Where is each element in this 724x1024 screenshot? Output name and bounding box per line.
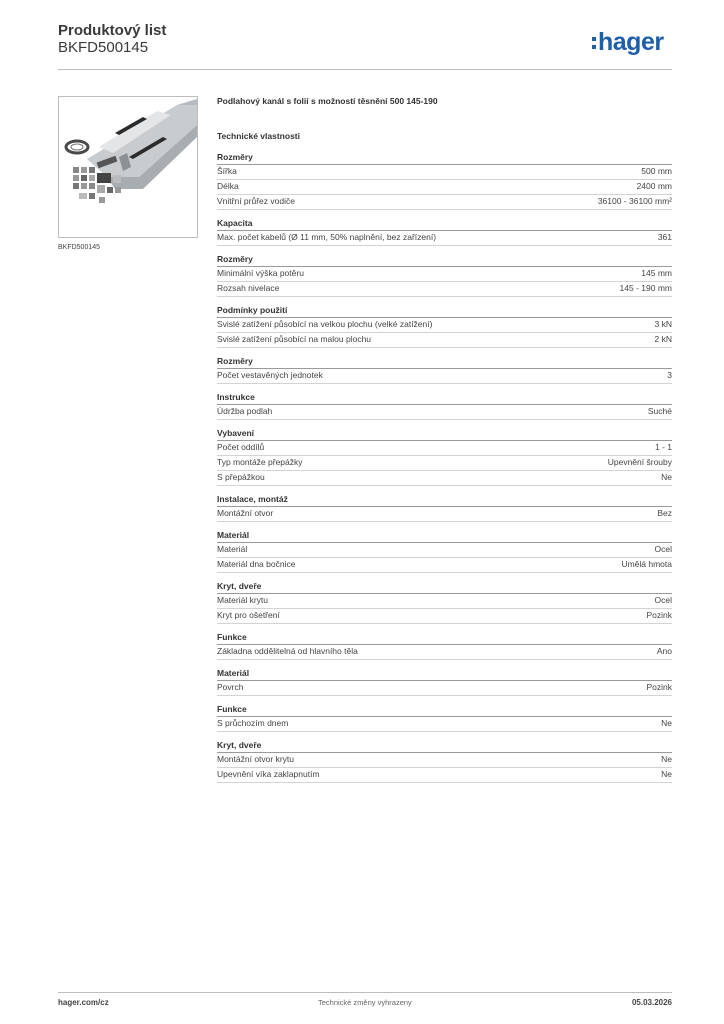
header-rule xyxy=(58,69,672,70)
footer-website: hager.com/cz xyxy=(58,998,109,1007)
spec-row xyxy=(217,753,672,768)
spec-row xyxy=(217,441,672,456)
spec-row xyxy=(217,180,672,195)
spec-section xyxy=(217,704,672,732)
spec-section-title: Rozměry xyxy=(217,152,672,165)
spec-value: Ocel xyxy=(654,595,672,605)
spec-label: Základna oddělitelná od hlavního těla xyxy=(217,646,358,656)
spec-label: Max. počet kabelů (Ø 11 mm, 50% naplnění, bez zařízení) xyxy=(217,232,437,242)
spec-row xyxy=(217,768,672,783)
spec-row xyxy=(217,267,672,282)
spec-value: 36100 - 36100 mm² xyxy=(597,196,672,206)
spec-label: Kryt pro ošetření xyxy=(217,610,280,620)
spec-value: Pozink xyxy=(646,610,672,620)
spec-label: Počet vestavěných jednotek xyxy=(217,370,323,380)
spec-value: Bez xyxy=(657,508,672,518)
spec-label: Materiál xyxy=(217,544,248,554)
spec-value: 1 - 1 xyxy=(654,442,672,452)
spec-section xyxy=(217,632,672,660)
spec-section-title: Kryt, dveře xyxy=(217,740,672,753)
footer-date: 05.03.2026 xyxy=(631,998,672,1007)
spec-value: Pozink xyxy=(646,682,672,692)
spec-section xyxy=(217,581,672,624)
footer-note: Technické změny vyhrazeny xyxy=(318,998,412,1007)
logo-dot-icon xyxy=(592,37,596,49)
spec-section xyxy=(217,668,672,696)
spec-label: Vnitřní průřez vodiče xyxy=(217,196,295,206)
spec-row xyxy=(217,609,672,624)
spec-sections xyxy=(217,152,672,783)
product-name: Podlahový kanál s folií s možností těsnění 500 145-190 xyxy=(217,96,438,106)
spec-section xyxy=(217,305,672,348)
spec-value: Umělá hmota xyxy=(621,559,672,569)
page-title: Produktový list xyxy=(58,22,167,39)
logo-text: hager xyxy=(598,28,664,56)
spec-section xyxy=(217,494,672,522)
spec-label: Typ montáže přepážky xyxy=(217,457,303,467)
spec-section-title: Materiál xyxy=(217,530,672,543)
spec-row xyxy=(217,231,672,246)
spec-row xyxy=(217,282,672,297)
product-photo xyxy=(58,96,198,238)
content xyxy=(217,96,672,791)
spec-value: Ocel xyxy=(654,544,672,554)
spec-label: S přepážkou xyxy=(217,472,265,482)
spec-row xyxy=(217,369,672,384)
spec-value: 2 kN xyxy=(654,334,672,344)
spec-label: Povrch xyxy=(217,682,244,692)
spec-row xyxy=(217,717,672,732)
floor-duct-illustration xyxy=(59,97,197,237)
spec-section-title: Instrukce xyxy=(217,392,672,405)
spec-section-title: Kryt, dveře xyxy=(217,581,672,594)
spec-section-title: Materiál xyxy=(217,668,672,681)
spec-row xyxy=(217,594,672,609)
product-code: BKFD500145 xyxy=(58,39,149,56)
tech-section-title: Technické vlastnosti xyxy=(217,131,300,141)
spec-section xyxy=(217,530,672,573)
spec-label: Materiál krytu xyxy=(217,595,269,605)
spec-label: Montážní otvor xyxy=(217,508,274,518)
photo-caption: BKFD500145 xyxy=(58,244,101,251)
spec-value: Ne xyxy=(661,472,672,482)
spec-value: 145 - 190 mm xyxy=(619,283,672,293)
spec-row xyxy=(217,558,672,573)
spec-value: Ano xyxy=(656,646,672,656)
spec-row xyxy=(217,333,672,348)
spec-section-title: Kapacita xyxy=(217,218,672,231)
spec-section-title: Rozměry xyxy=(217,254,672,267)
spec-value: Ne xyxy=(661,769,672,779)
spec-value: 500 mm xyxy=(641,166,672,176)
spec-value: Upevnění šrouby xyxy=(607,457,672,467)
spec-label: Údržba podlah xyxy=(217,406,273,416)
spec-label: Montážní otvor krytu xyxy=(217,754,295,764)
spec-section-title: Rozměry xyxy=(217,356,672,369)
spec-row xyxy=(217,471,672,486)
spec-label: Materiál dna bočnice xyxy=(217,559,296,569)
spec-section-title: Instalace, montáž xyxy=(217,494,672,507)
spec-label: Minimální výška potěru xyxy=(217,268,304,278)
spec-section-title: Podmínky použití xyxy=(217,305,672,318)
spec-label: Šířka xyxy=(217,166,237,176)
spec-section xyxy=(217,392,672,420)
spec-label: Upevnění víka zaklapnutím xyxy=(217,769,320,779)
spec-label: Počet oddílů xyxy=(217,442,265,452)
spec-value: 3 xyxy=(667,370,672,380)
spec-label: Svislé zatížení působící na velkou plochu (velké zatížení) xyxy=(217,319,433,329)
spec-row xyxy=(217,318,672,333)
spec-section xyxy=(217,356,672,384)
spec-section xyxy=(217,152,672,210)
spec-row xyxy=(217,645,672,660)
spec-section xyxy=(217,254,672,297)
spec-row xyxy=(217,405,672,420)
spec-value: 2400 mm xyxy=(636,181,672,191)
spec-row xyxy=(217,165,672,180)
hager-logo xyxy=(592,28,664,57)
spec-section-title: Funkce xyxy=(217,632,672,645)
spec-row xyxy=(217,543,672,558)
spec-value: Suché xyxy=(647,406,672,416)
spec-section xyxy=(217,218,672,246)
spec-row xyxy=(217,456,672,471)
spec-section-title: Vybavení xyxy=(217,428,672,441)
spec-label: Rozsah nivelace xyxy=(217,283,280,293)
spec-section xyxy=(217,740,672,783)
spec-value: 361 xyxy=(657,232,672,242)
spec-value: Ne xyxy=(661,754,672,764)
spec-label: Svislé zatížení působící na malou plochu xyxy=(217,334,372,344)
spec-label: S průchozím dnem xyxy=(217,718,289,728)
spec-row xyxy=(217,507,672,522)
spec-label: Délka xyxy=(217,181,239,191)
spec-section xyxy=(217,428,672,486)
spec-value: Ne xyxy=(661,718,672,728)
spec-value: 3 kN xyxy=(654,319,672,329)
spec-section-title: Funkce xyxy=(217,704,672,717)
spec-value: 145 mm xyxy=(641,268,672,278)
spec-row xyxy=(217,195,672,210)
spec-row xyxy=(217,681,672,696)
footer-rule xyxy=(58,992,672,993)
